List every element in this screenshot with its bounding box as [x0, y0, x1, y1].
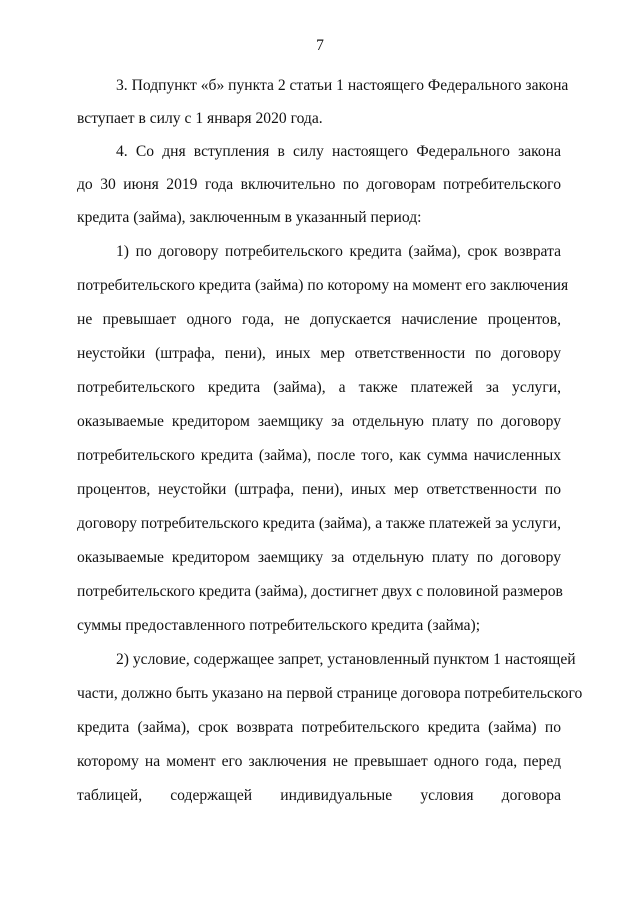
text-line: потребительского кредита (займа), а также платежей за услуги,: [77, 379, 561, 396]
text-line: 4. Со дня вступления в силу настоящего Федерального закона: [116, 143, 561, 160]
text-line: потребительского кредита (займа), достигнет двух с половиной размеров: [77, 583, 563, 600]
text-line: договору потребительского кредита (займа), а также платежей за услуги,: [77, 515, 561, 532]
text-line: неустойки (штрафа, пени), иных мер ответственности по договору: [77, 345, 561, 362]
text-line: которому на момент его заключения не превышает одного года, перед: [77, 753, 561, 770]
text-line: не превышает одного года, не допускается начисление процентов,: [77, 311, 561, 328]
text-line: оказываемые кредитором заемщику за отдельную плату по договору: [77, 549, 561, 566]
text-line: кредита (займа), срок возврата потребительского кредита (займа) по: [77, 719, 561, 736]
text-line: оказываемые кредитором заемщику за отдельную плату по договору: [77, 413, 561, 430]
text-line: суммы предоставленного потребительского кредита (займа);: [77, 617, 481, 634]
text-line: части, должно быть указано на первой странице договора потребительского: [77, 685, 583, 702]
text-line: потребительского кредита (займа), после того, как сумма начисленных: [77, 447, 561, 464]
text-line: вступает в силу с 1 января 2020 года.: [77, 110, 323, 127]
text-line: 1) по договору потребительского кредита (займа), срок возврата: [116, 243, 561, 260]
text-line: потребительского кредита (займа) по которому на момент его заключения: [77, 277, 569, 294]
text-line: 2) условие, содержащее запрет, установленный пунктом 1 настоящей: [116, 651, 576, 668]
text-line: процентов, неустойки (штрафа, пени), иных мер ответственности по: [77, 481, 561, 498]
text-line: таблицей, содержащей индивидуальные условия договора: [77, 787, 561, 804]
text-line: 3. Подпункт «б» пункта 2 статьи 1 настоящего Федерального закона: [116, 77, 569, 94]
page-number: 7: [316, 37, 324, 54]
text-line: кредита (займа), заключенным в указанный период:: [77, 209, 422, 226]
text-line: до 30 июня 2019 года включительно по договорам потребительского: [77, 176, 561, 193]
